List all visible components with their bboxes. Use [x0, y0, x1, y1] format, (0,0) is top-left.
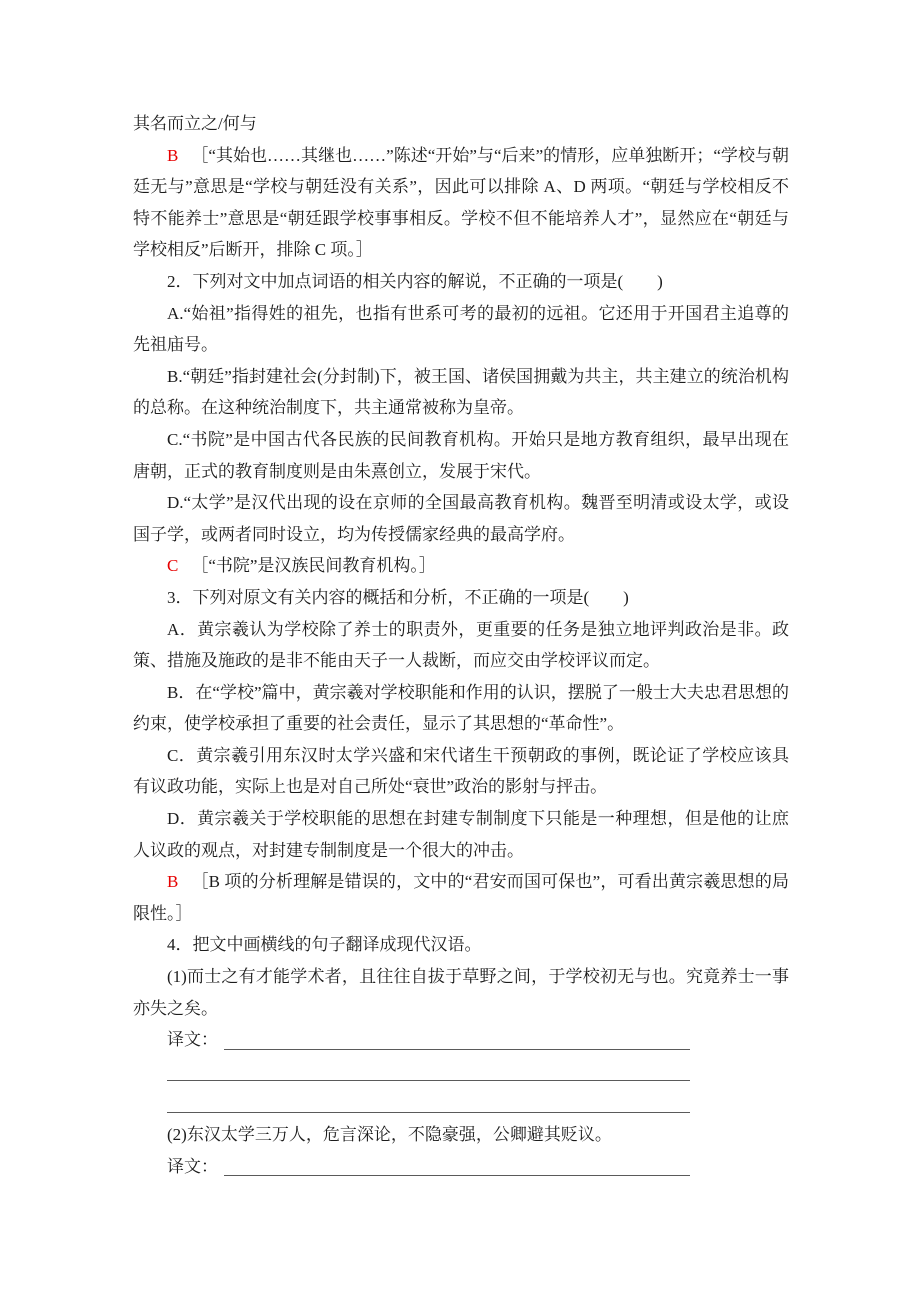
para-q2-option-b: B.“朝廷”指封建社会(分封制)下，被王国、诸侯国拥戴为共主，共主建立的统治机构的总称。在这种统治制度下，共主通常被称为皇帝。 — [133, 366, 789, 418]
para-q4-sentence-2: (2)东汉太学三万人，危言深论，不隐豪强，公卿避其贬议。 — [167, 1125, 612, 1144]
para-question-4: 4．把文中画横线的句子翻译成现代汉语。 — [167, 935, 482, 955]
translation-label: 译文： — [167, 1030, 218, 1050]
para-answer-explanation-3 — [133, 866, 789, 929]
answer-blank-row — [133, 1056, 789, 1088]
para-q3-option-a: A．黄宗羲认为学校除了养士的职责外，更重要的任务是独立地评判政治是非。政策、措施及施政的是非不能由天子一人裁断，而应交由学校评议而定。 — [133, 619, 789, 671]
answer-letter-b: B — [167, 145, 179, 165]
para-answer-explanation-1 — [133, 140, 789, 266]
answer-blank-row — [133, 1087, 789, 1119]
para-continuation-answer-fragment: 其名而立之/何与 — [133, 114, 257, 133]
para-q3-option-c: C．黄宗羲引用东汉时太学兴盛和宋代诸生干预朝政的事例，既论证了学校应该具有议政功能，实际上也是对自己所处“衰世”政治的影射与抨击。 — [133, 745, 789, 797]
answer-blank-underline — [167, 1080, 690, 1081]
answer-explanation-text: ［“书院”是汉族民间教育机构。］ — [191, 556, 436, 576]
answer-letter-b: B — [167, 872, 179, 892]
para-question-2: 2．下列对文中加点词语的相关内容的解说，不正确的一项是( ) — [167, 271, 663, 291]
para-q4-sentence-1: (1)而士之有才能学术者，且往往自拔于草野之间，于学校初无与也。究竟养士一事亦失之矣。 — [133, 967, 789, 1018]
exam-text-block — [133, 108, 789, 1182]
translation-line-1 — [133, 1024, 690, 1056]
answer-blank-underline — [224, 1049, 690, 1050]
para-q3-option-b: B．在“学校”篇中，黄宗羲对学校职能和作用的认识，摆脱了一般士大夫忠君思想的约束，使学校承担了重要的社会责任，显示了其思想的“革命性”。 — [133, 682, 789, 734]
answer-explanation-text: ［“其始也……其继也……”陈述“开始”与“后来”的情形，应单独断开；“学校与朝廷无与”意思是“学校与朝廷没有关系”，因此可以排除 A、D 两项。“朝廷与学校相反不特不能养士”意思是“朝廷跟学校事事相反。学校不但不能培养人才”，显然应在“朝廷与学校相反”后断开，排除 C 项。］ — [133, 145, 789, 260]
translation-label: 译文： — [167, 1156, 218, 1176]
answer-blank-underline — [224, 1175, 690, 1176]
answer-explanation-text: ［B 项的分析理解是错误的，文中的“君安而国可保也”，可看出黄宗羲思想的局限性。］ — [133, 872, 789, 923]
para-question-3: 3．下列对原文有关内容的概括和分析，不正确的一项是( ) — [167, 587, 629, 607]
translation-line-2 — [133, 1151, 690, 1183]
answer-letter-c: C — [167, 556, 179, 576]
para-q3-option-d: D．黄宗羲关于学校职能的思想在封建专制制度下只能是一种理想，但是他的让庶人议政的观点，对封建专制制度是一个很大的冲击。 — [133, 809, 789, 860]
para-q2-option-c: C.“书院”是中国古代各民族的民间教育机构。开始只是地方教育组织，最早出现在唐朝，正式的教育制度则是由朱熹创立，发展于宋代。 — [133, 429, 789, 481]
para-q2-option-a: A.“始祖”指得姓的祖先，也指有世系可考的最初的远祖。它还用于开国君主追尊的先祖庙号。 — [133, 303, 789, 355]
answer-blank-underline — [167, 1112, 690, 1113]
para-q2-option-d: D.“太学”是汉代出现的设在京师的全国最高教育机构。魏晋至明清或设太学，或设国子学，或两者同时设立，均为传授儒家经典的最高学府。 — [133, 493, 789, 544]
para-answer-explanation-2 — [133, 550, 789, 582]
